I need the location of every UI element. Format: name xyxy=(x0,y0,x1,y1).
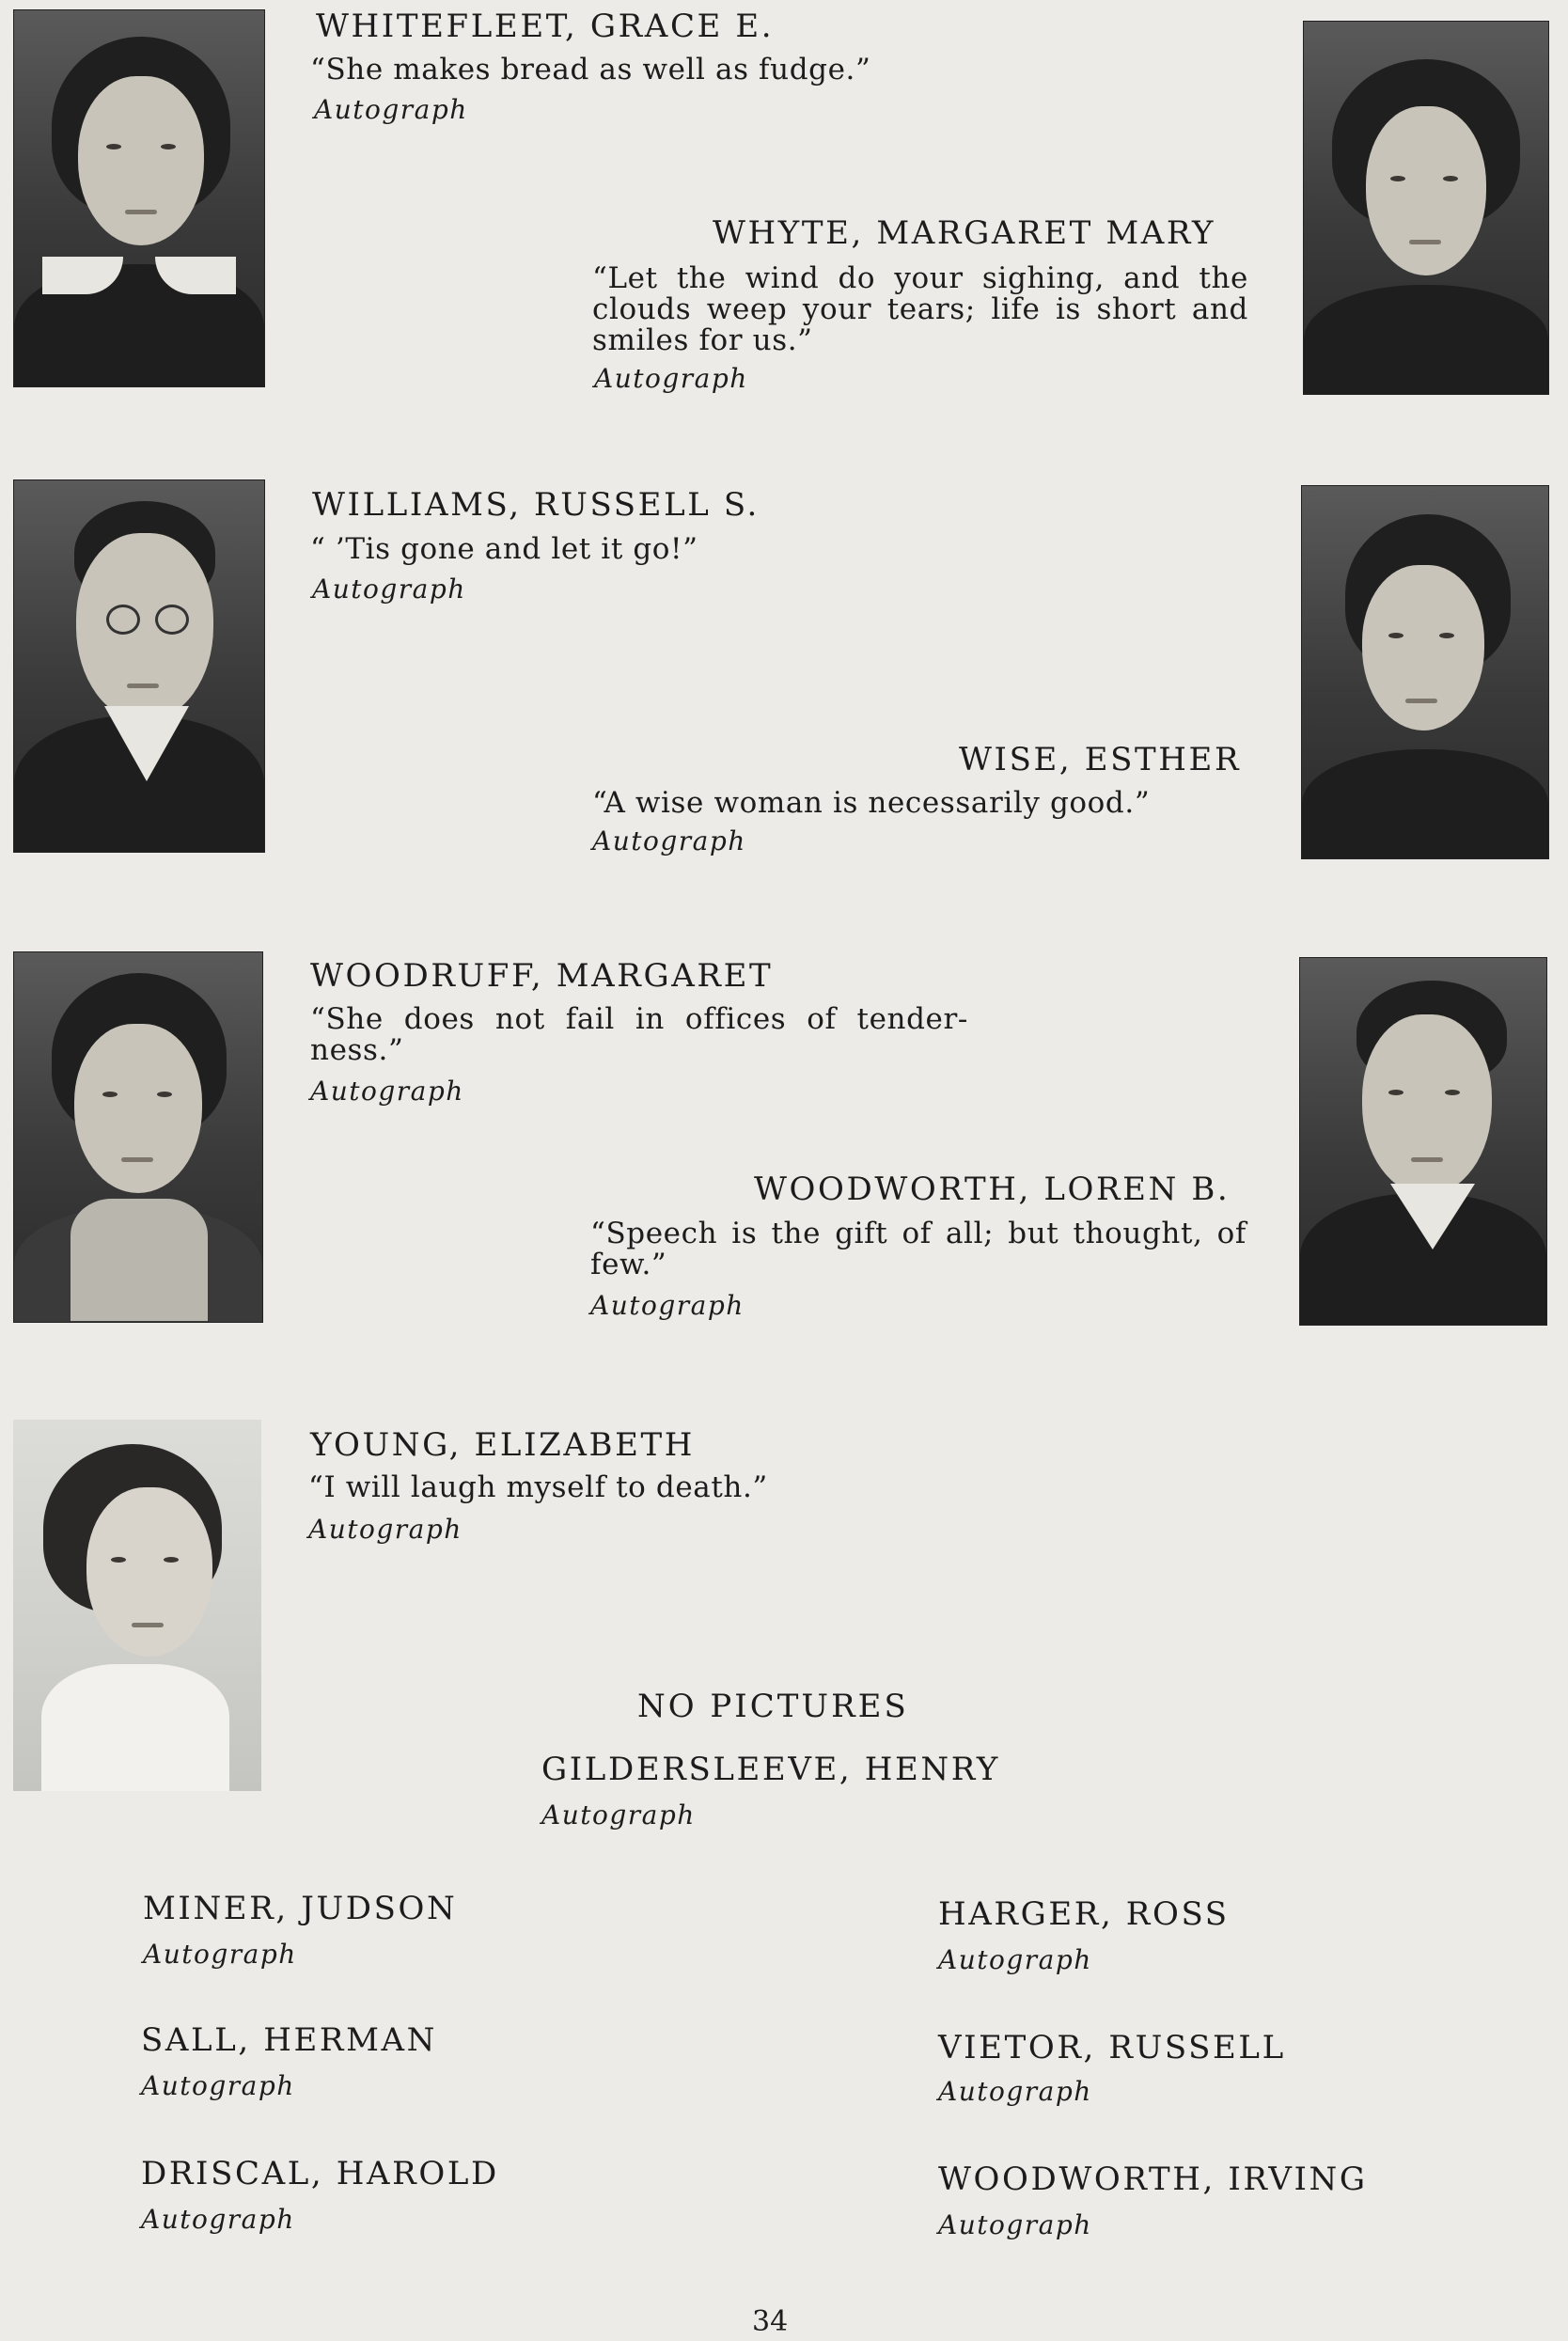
autograph-label: Autograph xyxy=(590,1290,745,1321)
student-name: WOODWORTH, IRVING xyxy=(938,2160,1368,2198)
photo-whitefleet xyxy=(13,9,265,387)
autograph-label: Autograph xyxy=(143,1939,297,1970)
student-name: SALL, HERMAN xyxy=(141,2021,438,2059)
student-name: YOUNG, ELIZABETH xyxy=(310,1426,696,1464)
autograph-label: Autograph xyxy=(938,2076,1092,2107)
photo-williams xyxy=(13,479,265,853)
student-name: WHYTE, MARGARET MARY xyxy=(713,214,1216,252)
photo-young xyxy=(13,1420,261,1791)
photo-woodworth-loren xyxy=(1299,957,1547,1326)
autograph-label: Autograph xyxy=(314,94,468,125)
student-name: DRISCAL, HAROLD xyxy=(141,2155,499,2192)
photo-wise xyxy=(1301,485,1549,859)
student-quote: “ ’Tis gone and let it go!” xyxy=(310,532,698,566)
student-name: HARGER, ROSS xyxy=(938,1895,1230,1933)
autograph-label: Autograph xyxy=(592,825,746,856)
student-name: MINER, JUDSON xyxy=(143,1890,458,1927)
autograph-label: Autograph xyxy=(938,2209,1092,2240)
autograph-label: Autograph xyxy=(312,573,466,605)
student-quote: “Let the wind do your sighing, and the clouds weep your tears; life is short and smiles for us.” xyxy=(592,261,1248,357)
autograph-label: Autograph xyxy=(308,1514,463,1545)
student-name: WILLIAMS, RUSSELL S. xyxy=(312,486,760,524)
student-quote: “Speech is the gift of all; but thought, of few.” xyxy=(590,1217,1247,1281)
student-name: VIETOR, RUSSELL xyxy=(938,2029,1286,2066)
no-pictures-heading: NO PICTURES xyxy=(637,1688,909,1725)
student-name: GILDERSLEEVE, HENRY xyxy=(541,1751,1000,1788)
student-quote: “She does not fail in offices of tender-ness.” xyxy=(310,1002,968,1067)
page-number: 34 xyxy=(752,2305,789,2338)
student-name: WISE, ESTHER xyxy=(959,741,1242,778)
autograph-label: Autograph xyxy=(938,1944,1092,1975)
student-quote: “She makes bread as well as fudge.” xyxy=(310,53,871,86)
photo-woodruff xyxy=(13,951,263,1323)
autograph-label: Autograph xyxy=(594,363,748,394)
student-quote: “I will laugh myself to death.” xyxy=(308,1470,768,1504)
student-quote: “A wise woman is necessarily good.” xyxy=(592,786,1151,820)
autograph-label: Autograph xyxy=(141,2070,295,2101)
student-name: WOODRUFF, MARGARET xyxy=(310,957,774,995)
autograph-label: Autograph xyxy=(541,1799,696,1830)
autograph-label: Autograph xyxy=(141,2204,295,2235)
photo-whyte xyxy=(1303,21,1549,395)
student-name: WOODWORTH, LOREN B. xyxy=(754,1170,1231,1208)
student-name: WHITEFLEET, GRACE E. xyxy=(316,8,775,45)
autograph-label: Autograph xyxy=(310,1076,464,1107)
